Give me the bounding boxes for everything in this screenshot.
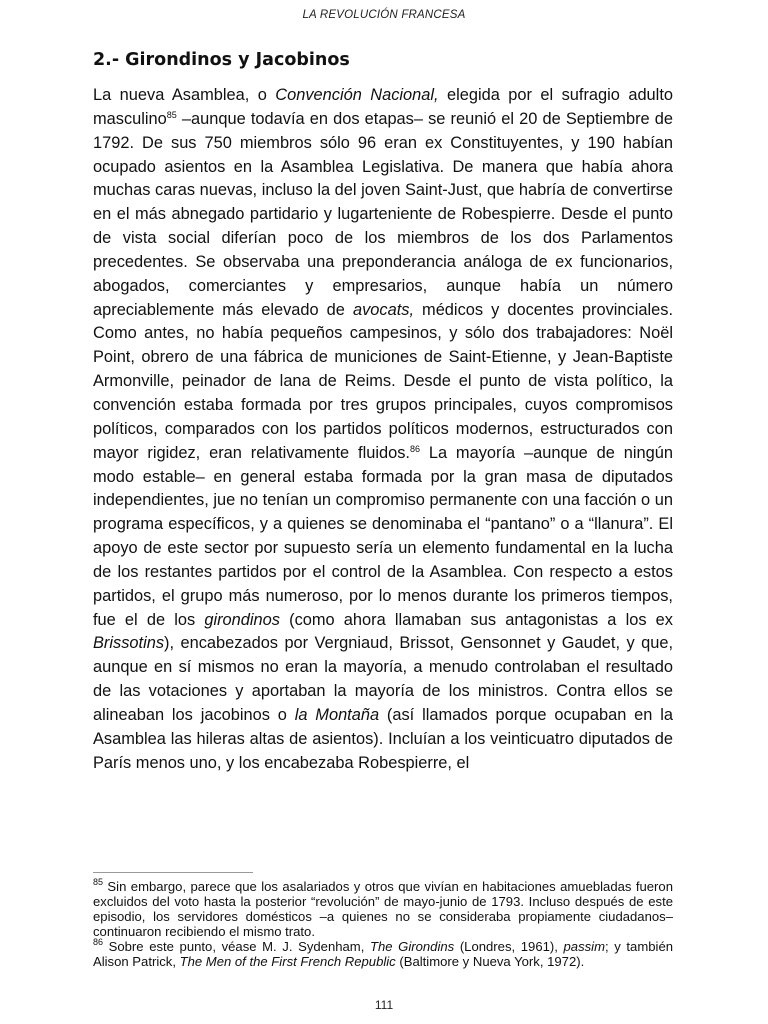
footnote-number: 86 — [93, 937, 104, 947]
body-text-italic: Brissotins — [93, 634, 165, 653]
body-text-run: La nueva Asamblea, o — [93, 86, 276, 104]
footnote-86 — [93, 939, 673, 969]
body-text-run: (como ahora llamaban sus antagonistas a los ex — [279, 610, 673, 629]
body-paragraph — [93, 84, 673, 775]
body-text-run: médicos y docentes provinciales. Como antes, no había pequeños campesinos, y sólo dos trabajadores: Noël Point, obrero de una fábrica de municiones de Saint-Etienne, y Jean-Baptiste Armonville, peinador de lana de Reims. Desde el punto de vista político, la convención estaba formada por tres grupos principales, cuyos compromisos políticos, comparados con los partidos políticos modernos, estructurados con mayor rigidez, eran relativamente fluidos. — [93, 300, 673, 462]
body-text-run: elegida por el sufragio adulto masculino — [93, 86, 673, 128]
page-number: 111 — [374, 998, 394, 1012]
footnote-ref-86[interactable]: 86 — [409, 443, 420, 454]
footnote-text: (Londres, 1961), — [454, 939, 564, 954]
footnote-text: Sin embargo, parece que los asalariados y otros que vivían en habitaciones amuebladas fueron excluidos del voto hasta la posterior “revolución” de mayo-junio de 1793. Incluso después de este episodio, los servidores domésticos –a quienes no se consideraba propiamente ciudadanos– continuaron recibiendo el mismo trato. — [93, 879, 673, 939]
footnote-text: (Baltimore y Nueva York, 1972). — [395, 954, 585, 969]
footnote-text: Sobre este punto, véase M. J. Sydenham, — [103, 939, 370, 954]
footnote-text: ; y también Alison Patrick, — [93, 939, 674, 969]
footnote-text-italic: The Girondins — [369, 939, 455, 954]
footnote-text-italic: The Men of the First French Republic — [179, 954, 396, 969]
running-header: LA REVOLUCIÓN FRANCESA — [302, 9, 466, 21]
footnote-text-italic: passim — [563, 939, 605, 954]
body-text-italic: la Montaña — [294, 705, 380, 724]
body-text-run: (así llamados porque ocupaban en la Asamblea las hileras altas de asientos). Incluían a los veinticuatro diputados de París menos uno, y los encabezaba Robespierre, el — [93, 705, 673, 772]
footnote-ref-85[interactable]: 85 — [166, 109, 177, 120]
section-title: 2.- Girondinos y Jacobinos — [93, 50, 350, 70]
body-text-italic: avocats, — [352, 300, 414, 319]
body-text-run: –aunque todavía en dos etapas– se reunió el 20 de Septiembre de 1792. De sus 750 miembros sólo 96 eran ex Constituyentes, y 190 habían ocupado asientos en la Asamblea Legislativa. De manera que había ahora muchas caras nuevas, incluso la del joven Saint-Just, que habría de convertirse en el más abnegado partidario y lugarteniente de Robespierre. Desde el punto de vista social diferían poco de los miembros de los dos Parlamentos precedentes. Se observaba una preponderancia análoga de ex funcionarios, abogados, comerciantes y empresarios, aunque había un número apreciablemente más elevado de — [93, 109, 673, 319]
body-text-italic: Convención Nacional, — [275, 86, 439, 104]
footnote-85 — [93, 879, 673, 939]
footnote-divider — [93, 872, 253, 873]
body-text-run: La mayoría –aunque de ningún modo estable– en general estaba formada por la gran masa de diputados independientes, jue no tenían un compromiso permanente con una facción o un programa específicos, y a quienes se denominaba el “pantano” o a “llanura”. El apoyo de este sector por supuesto sería un elemento fundamental en la lucha de los restantes partidos por el control de la Asamblea. Con respecto a estos partidos, el grupo más numeroso, por lo menos durante los primeros tiempos, fue el de los — [93, 443, 673, 629]
footnote-number: 85 — [93, 877, 104, 887]
footnotes — [93, 879, 673, 969]
body-text-italic: girondinos — [204, 610, 280, 629]
body-text-run: ), encabezados por Vergniaud, Brissot, Gensonnet y Gaudet, y que, aunque en sí mismos no eran la mayoría, a menudo controlaban el resultado de las votaciones y aportaban la mayoría de los ministros. Contra ellos se alineaban los jacobinos o — [93, 634, 673, 724]
